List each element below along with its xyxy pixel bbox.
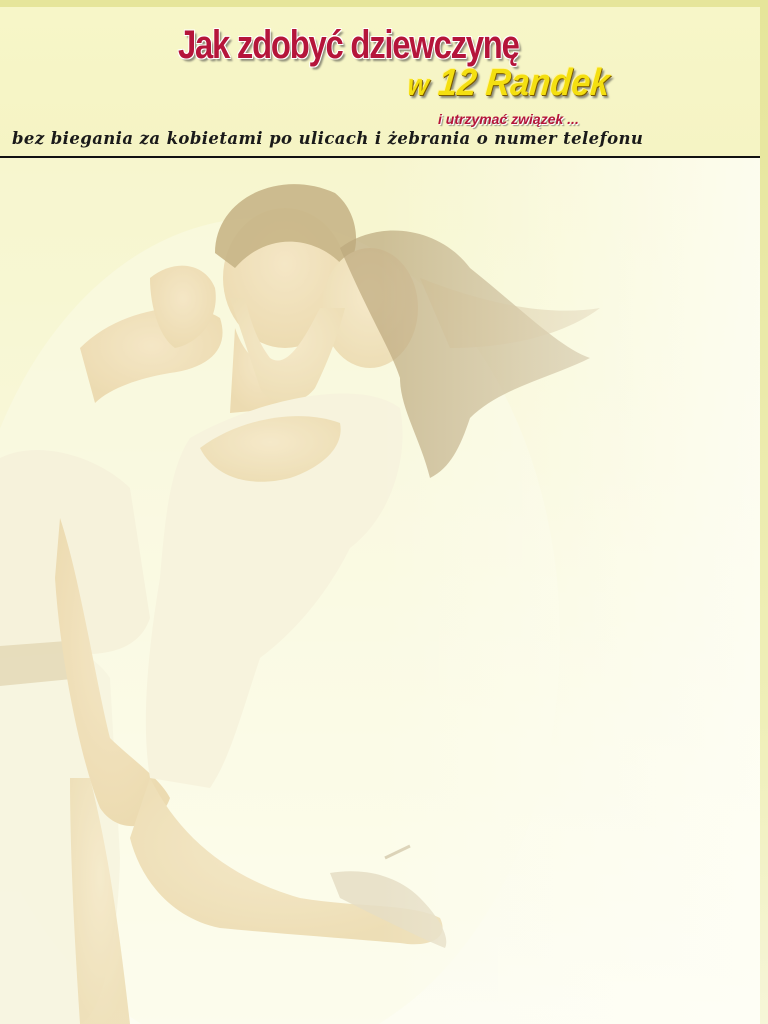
- subtitle-main: 12 Randek: [436, 62, 612, 104]
- description: bez biegania za kobietami po ulicach i żebrania o numer telefonu: [12, 129, 644, 148]
- header: [0, 7, 760, 157]
- hero-image: [0, 158, 760, 1024]
- page-subtitle: [406, 61, 612, 108]
- right-border: [760, 0, 768, 1024]
- content-panel: [0, 7, 760, 1024]
- top-border: [0, 0, 768, 7]
- image-fade: [380, 158, 760, 1024]
- page-title: Jak zdobyć dziewczynę: [178, 23, 519, 67]
- subtitle-prefix: w: [406, 69, 431, 102]
- tagline: i utrzymać związek ...: [438, 111, 579, 127]
- couple-kissing-illustration: [0, 158, 760, 1024]
